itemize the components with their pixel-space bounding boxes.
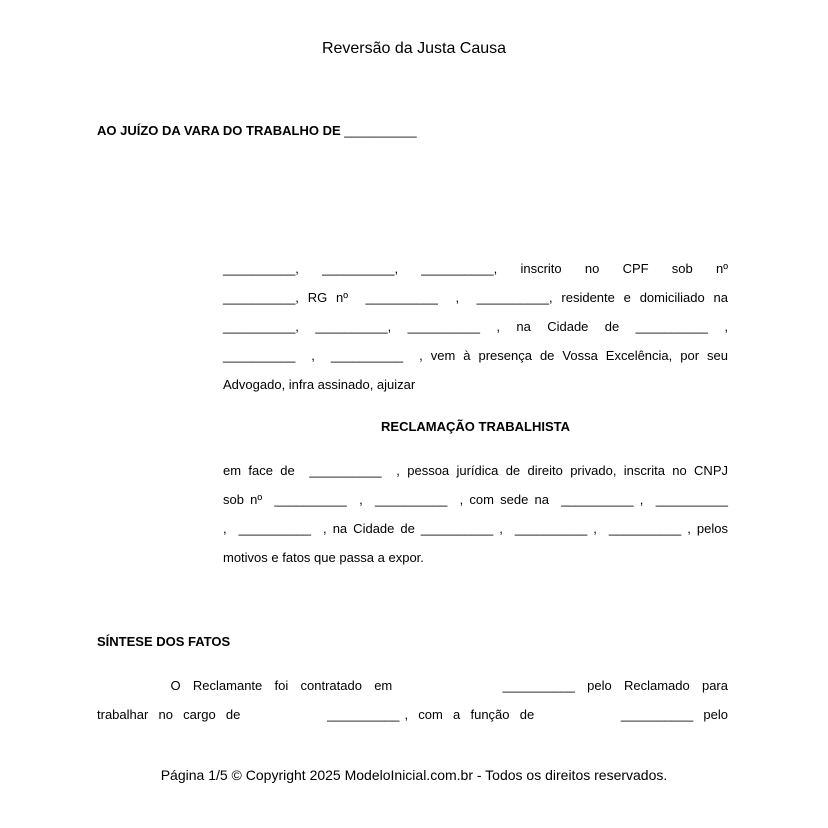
defendant-line: motivos e fatos que passa a expor. (223, 550, 424, 565)
defendant-line: sob nº __________ , __________ , com sede na __________ , __________ (223, 492, 728, 507)
defendant-line: em face de __________ , pessoa jurídica de direito privado, inscrita no CNPJ (223, 463, 728, 478)
document-title: Reversão da Justa Causa (321, 40, 507, 57)
page-footer: Página 1/5 © Copyright 2025 ModeloInicial.com.br - Todos os direitos reservados. (160, 767, 668, 783)
qualification-line: __________, __________, __________ , na Cidade de __________ , (223, 319, 728, 334)
qualification-line: __________, RG nº __________ , __________, residente e domiciliado na (223, 290, 728, 305)
court-heading-text: AO JUÍZO DA VARA DO TRABALHO DE (97, 123, 341, 138)
court-heading (97, 123, 417, 138)
qualification-line: Advogado, infra assinado, ajuizar (223, 377, 416, 392)
defendant-line: , __________ , na Cidade de __________ , __________ , __________ , pelos (223, 521, 728, 536)
qualification-line: __________, __________, __________, inscrito no CPF sob nº (223, 261, 728, 276)
qualification-line: __________ , __________ , vem à presença de Vossa Excelência, por seu (223, 348, 728, 363)
facts-line: trabalhar no cargo de __________ , com a função de __________ pelo (97, 707, 728, 722)
claim-title: RECLAMAÇÃO TRABALHISTA (381, 419, 570, 434)
court-blank: __________ (344, 123, 417, 138)
facts-line: O Reclamante foi contratado em __________ pelo Reclamado para (97, 678, 728, 693)
synthesis-heading: SÍNTESE DOS FATOS (97, 634, 231, 649)
